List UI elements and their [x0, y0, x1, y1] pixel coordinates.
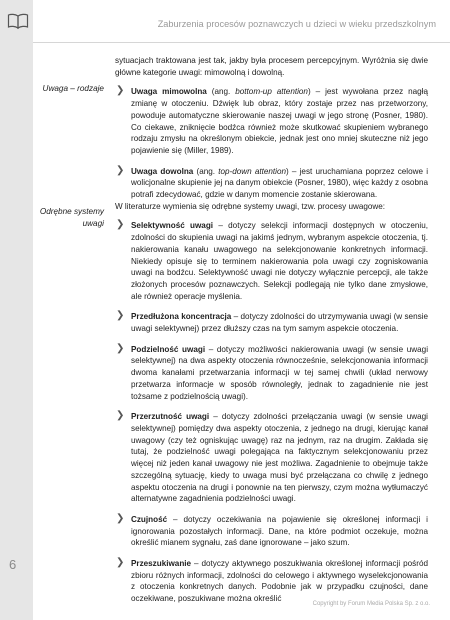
term: Uwaga dowolna [131, 166, 194, 176]
list-item: ❯ Czujność – dotyczy oczekiwania na pojawienie się określonej informacji i ignorowania pozostałych informacji. Dane, na które podmiot oczekuje, można określić mianem sygnału, zaś dane ignorowane – jako szum. [116, 512, 428, 548]
body-text [115, 55, 428, 605]
list-item: ❯ Przeszukiwanie – dotyczy aktywnego poszukiwania określonej informacji pośród zbioru różnych informacji, zdolności do celowego i aktywnego wyselekcjonowania z otoczenia konkretnych danych. Podobnie jak w przypadku czujności, dane oczekiwane, poszukiwane można określić [116, 557, 428, 604]
margin-note-uwaga-rodzaje: Uwaga – rodzaje [42, 84, 104, 93]
chevron-right-icon: ❯ [116, 85, 125, 97]
list-item: ❯ Selektywność uwagi – dotyczy selekcji informacji dostępnych w otoczeniu, zdolności do skupienia uwagi na jakimś jednym, wybranym aspekcie otoczenia, tj. nakierowania kanału uwagowego na selekcjonowanie konkretnych informacji. Niekiedy opisuje się to terminem nakierowania pola uwagi czy zogniskowania uwagi na bodźcu. Selektywność uwagi nie dotyczy wyłącznie percepcji, ale także złożonych procesów poznawczych. Selekcji podlegają nie tylko dane zmysłowe, ale również operacje myślenia. [116, 219, 428, 301]
list-item: ❯ Przedłużona koncentracja – dotyczy zdolności do utrzymywania uwagi (w sensie uwagi selektywnej) przez dłuższy czas na tym samym aspekcie otoczenia. [116, 310, 428, 334]
left-margin-bar [0, 0, 33, 620]
list-item: ❯ Przerzutność uwagi – dotyczy zdolności przełączania uwagi (w sensie uwagi selektywnej) pomiędzy dwa aspekty otoczenia, z jednego na drugi, kierując kanał uwagowy (czy też ogniskując uwagę) raz na jednym, raz na drugim. Zakłada się tutaj, że podzielność uwagi polegająca na faktycznym selekcjonowaniu przez więcej niż jeden kanał uwagowy nie jest możliwa. Zagadnienie to obejmuje także szczególną sytuację, kiedy to uwaga musi być przełączana co chwilę z jednego aspektu otoczenia na drugi i ponownie na ten pierwszy, czym można wytłumaczyć alternatywne zagadnienia podzielności uwagi. [116, 410, 428, 504]
copyright-footer: Copyright by Forum Media Polska Sp. z o.o. [312, 601, 430, 607]
chevron-right-icon: ❯ [116, 310, 125, 322]
chevron-right-icon: ❯ [116, 557, 125, 569]
open-book-icon [7, 12, 29, 30]
list-item: ❯ Podzielność uwagi – dotyczy możliwości nakierowania uwagi (w sensie uwagi selektywnej) na dwa aspekty otoczenia równocześnie, selekcjonowania informacji dwoma kanałami przetwarzania informacji w tej samej chwili (układ nerwowy przetwarza informacje w sposób równoległy, jednak to zagadnienie nie jest tożsame z podzielnością uwagi). [116, 342, 428, 401]
running-header-title: Zaburzenia procesów poznawczych u dzieci w wieku przedszkolnym [157, 19, 436, 29]
intro-paragraph: sytuacjach traktowana jest tak, jakby była procesem percepcyjnym. Wyróżnia się dwie główne kategorie uwagi: mimowolną i dowolną. [115, 56, 428, 77]
term: Uwaga mimowolna [131, 87, 207, 97]
chevron-right-icon: ❯ [116, 512, 125, 524]
chevron-right-icon: ❯ [116, 164, 125, 176]
chevron-right-icon: ❯ [116, 219, 125, 231]
systems-intro-paragraph: W literaturze wymienia się odrębne systemy uwagi, tzw. procesy uwagowe: [115, 201, 386, 211]
list-item: ❯ Uwaga mimowolna (ang. bottom-up attention) – jest wywołana przez nagłą zmianę w otoczeniu. Dźwięk lub obraz, który zostaje przez nas przetworzony, powoduje automatyczne skierowanie naszej uwagi w jego stronę (Posner, 1980). Co ciekawe, zniknięcie bodźca również może skutkować skupieniem wybranego rodzaju zmysłu na określonym obiekcie, jednak jest ono mniej skuteczne niż jego pojawienie się (Miller, 1989). [116, 85, 428, 155]
chevron-right-icon: ❯ [116, 410, 125, 422]
chevron-right-icon: ❯ [116, 342, 125, 354]
page-number: 6 [9, 557, 17, 572]
margin-note-odrebne-systemy: Odrębne systemy uwagi [39, 207, 104, 228]
header-divider [33, 42, 450, 43]
list-item: ❯ Uwaga dowolna (ang. top-down attention) – jest uruchamiana poprzez celowe i wolicjonalne skupienie jej na danym obiekcie (Posner, 1980), więc każdy z osobna potrafi zdecydować, gdzie w danym momencie zostanie skierowana. [116, 164, 428, 200]
